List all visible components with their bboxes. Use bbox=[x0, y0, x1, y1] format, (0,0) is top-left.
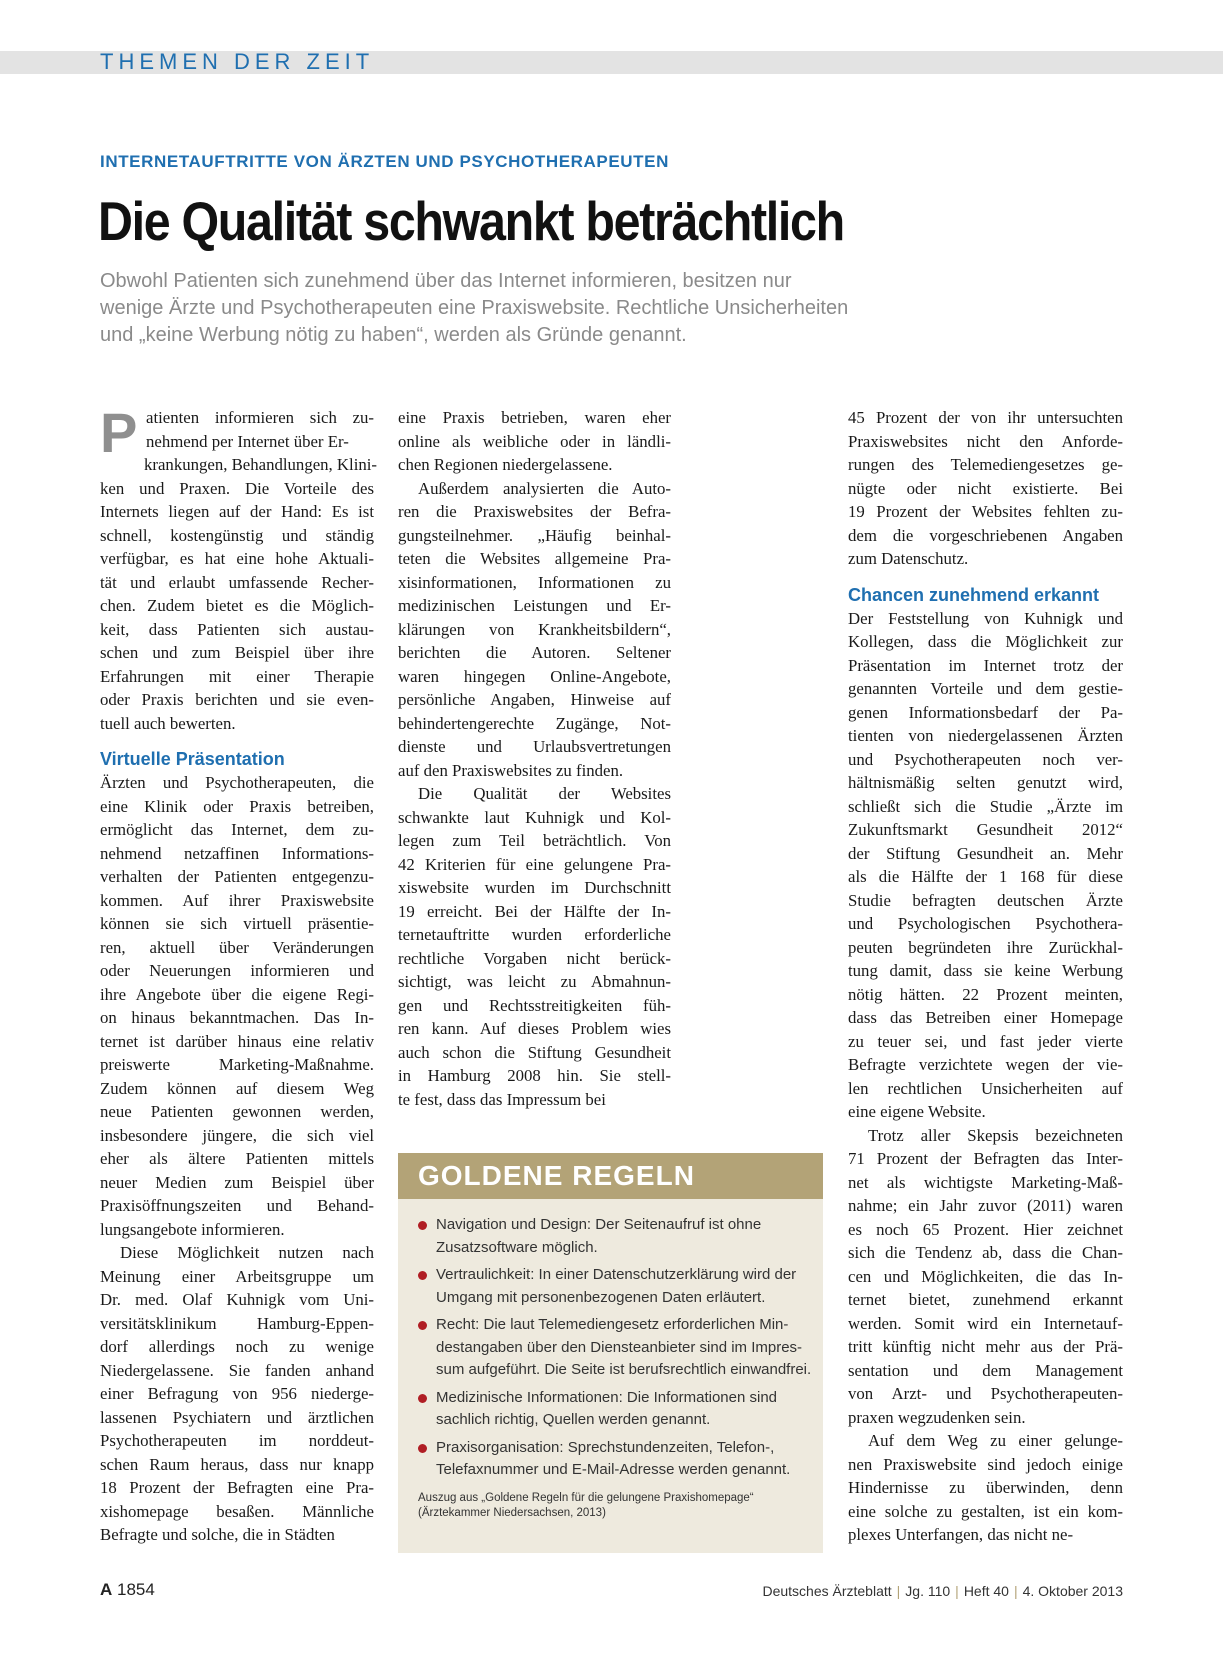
box-source-line: Auszug aus „Goldene Regeln für die gelungene Praxishomepage“ bbox=[418, 1491, 754, 1504]
text-line: on hinaus bekanntmachen. Das In- bbox=[100, 1008, 374, 1027]
text-line: net als wichtigste Marketing-Maß- bbox=[848, 1172, 1123, 1192]
intro-paragraph bbox=[100, 401, 378, 735]
text-line: eine eigene Website. bbox=[848, 1102, 986, 1121]
text-line: Dr. med. Olaf Kuhnigk vom Uni- bbox=[100, 1290, 374, 1309]
text-line: xisinformationen, Informationen zu bbox=[398, 572, 671, 592]
text-line: ternet bietet, zunehmend erkannt bbox=[848, 1290, 1123, 1309]
publication-name: Deutsches Ärzteblatt bbox=[762, 1583, 892, 1599]
text-line: tienten von niedergelassenen Ärzten bbox=[848, 726, 1123, 745]
text-line: Meinung einer Arbeitsgruppe um bbox=[100, 1266, 374, 1286]
text-line: Internets liegen auf der Hand: Es ist bbox=[100, 502, 374, 521]
text-line: eine Klinik oder Praxis betreiben, bbox=[100, 796, 374, 816]
text-column-1 bbox=[100, 401, 378, 1547]
rule-line: Telefaxnummer und E-Mail-Adresse werden genannt. bbox=[436, 1461, 791, 1478]
text-line: schen Raum heraus, dass nur knapp bbox=[100, 1454, 374, 1474]
text-line: Psychotherapeuten im norddeut- bbox=[100, 1431, 374, 1450]
rule-item bbox=[418, 1264, 811, 1309]
text-line: Befragte und solche, die in Städten bbox=[100, 1525, 335, 1544]
rule-item bbox=[418, 1314, 811, 1382]
text-line: chen. Zudem bietet es die Möglich- bbox=[100, 596, 374, 615]
text-line: ren, aktuell über Veränderungen bbox=[100, 937, 374, 957]
text-line: auf den Praxiswebsites zu finden. bbox=[398, 760, 624, 780]
text-line: Hindernisse zu überwinden, denn bbox=[848, 1478, 1123, 1497]
text-line: dem die vorgeschriebenen Angaben bbox=[848, 525, 1123, 545]
rule-item bbox=[418, 1437, 811, 1482]
text-line: Niedergelassene. Sie fanden anhand bbox=[100, 1360, 374, 1380]
text-line: rechtliche Vorgaben nicht berück- bbox=[398, 948, 671, 968]
box-header bbox=[398, 1153, 823, 1199]
text-line: eine Praxis betrieben, waren eher bbox=[398, 408, 671, 427]
separator: | bbox=[1013, 1583, 1018, 1599]
text-line: nötig hätten. 22 Prozent meinten, bbox=[848, 984, 1123, 1004]
text-line: waren hingegen Online-Angebote, bbox=[398, 666, 671, 686]
text-line: schwankte laut Kuhnigk und Kol- bbox=[398, 807, 671, 827]
text-line: Präsentation im Internet trotz der bbox=[848, 655, 1123, 675]
box-title: GOLDENE REGELN bbox=[418, 1160, 695, 1191]
bullet-icon bbox=[418, 1221, 427, 1230]
text-line: von Arzt- und Psychotherapeuten- bbox=[848, 1384, 1123, 1403]
text-line: lungsangebote informieren. bbox=[100, 1219, 285, 1239]
text-line: 71 Prozent der Befragten das Inter- bbox=[848, 1149, 1123, 1168]
subheading-chancen-zunehmend-erkannt: Chancen zunehmend erkannt bbox=[848, 584, 1100, 605]
paragraph bbox=[398, 782, 671, 1111]
text-line: persönliche Angaben, Hinweise auf bbox=[398, 690, 671, 709]
text-line: Ärzten und Psychotherapeuten, die bbox=[100, 773, 374, 792]
text-line: klärungen von Krankheitsbildern“, bbox=[398, 619, 671, 639]
text-line: Auf dem Weg zu einer gelunge- bbox=[868, 1431, 1123, 1450]
text-line: sentation und dem Management bbox=[848, 1360, 1123, 1380]
text-line: können sie sich virtuell präsentie- bbox=[100, 914, 374, 933]
text-line: Erfahrungen mit einer Therapie bbox=[100, 666, 374, 686]
text-line: Zudem können auf diesem Weg bbox=[100, 1078, 374, 1098]
text-line: peuten begründeten ihre Zurückhal- bbox=[848, 937, 1123, 957]
issue: Heft 40 bbox=[963, 1583, 1009, 1599]
text-line: nahme; ein Jahr zuvor (2011) waren bbox=[848, 1196, 1123, 1215]
text-line: nügte oder nicht existierte. Bei bbox=[848, 478, 1123, 498]
text-line: ren die Praxiswebsites der Befra- bbox=[398, 502, 671, 521]
text-line: schnell, kostengünstig und ständig bbox=[100, 525, 374, 545]
text-line: nehmend per Internet über Er- bbox=[146, 431, 349, 451]
bullet-icon bbox=[418, 1271, 427, 1280]
text-line: oder Praxis berichten und sie even- bbox=[100, 690, 374, 709]
text-line: eine solche zu gestalten, ist ein kom- bbox=[848, 1501, 1123, 1521]
text-line: len rechtlichen Unsicherheiten auf bbox=[848, 1078, 1123, 1098]
deck-line: und „keine Werbung nötig zu haben“, werden als Gründe genannt. bbox=[100, 324, 687, 346]
text-line: ren kann. Auf dieses Problem wies bbox=[398, 1019, 671, 1038]
rule-item bbox=[418, 1387, 811, 1432]
box-source bbox=[398, 1487, 823, 1521]
rule-line: destangaben über den Diensteanbieter sind im Impres- bbox=[436, 1338, 803, 1356]
text-line: es noch 65 Prozent. Hier zeichnet bbox=[848, 1219, 1123, 1239]
text-line: als die Hälfte der 1 168 für diese bbox=[848, 867, 1123, 886]
text-line: medizinischen Leistungen und Er- bbox=[398, 596, 671, 615]
date: 4. Oktober 2013 bbox=[1022, 1583, 1123, 1599]
rule-item bbox=[418, 1214, 811, 1259]
text-line: Trotz aller Skepsis bezeichneten bbox=[868, 1125, 1123, 1145]
text-line: Befragte verzichtete wegen der vie- bbox=[848, 1055, 1123, 1074]
bullet-icon bbox=[418, 1321, 427, 1330]
text-line: 19 erreicht. Bei der Hälfte der In- bbox=[398, 901, 671, 921]
text-line: schließt sich die Studie „Ärzte im bbox=[848, 796, 1123, 816]
text-line: eher als ältere Patienten mittels bbox=[100, 1149, 374, 1168]
rule-line: Praxisorganisation: Sprechstundenzeiten, Telefon-, bbox=[436, 1438, 775, 1456]
text-line: teten die Websites allgemeine Pra- bbox=[398, 549, 671, 568]
article-kicker: INTERNETAUFTRITTE VON ÄRZTEN UND PSYCHOTHERAPEUTEN bbox=[100, 152, 669, 171]
text-line: xishomepage besaßen. Männliche bbox=[100, 1501, 374, 1521]
text-line: 45 Prozent der von ihr untersuchten bbox=[848, 408, 1123, 427]
text-line: sichtigt, was leicht zu Abmahnun- bbox=[398, 972, 671, 991]
article-deck bbox=[100, 268, 980, 349]
text-line: xiswebsite wurden im Durchschnitt bbox=[398, 878, 671, 897]
text-line: gen und Rechtsstreitigkeiten füh- bbox=[398, 995, 671, 1015]
text-line: Praxisöffnungszeiten und Behand- bbox=[100, 1196, 374, 1215]
rule-line: Navigation und Design: Der Seitenaufruf ist ohne bbox=[436, 1216, 762, 1233]
text-line: ermöglicht das Internet, dem zu- bbox=[100, 820, 374, 839]
rule-line: Medizinische Informationen: Die Informationen sind bbox=[436, 1388, 778, 1406]
text-line: keit, dass Patienten sich austau- bbox=[100, 619, 374, 639]
rule-line: Vertraulichkeit: In einer Datenschutzerklärung wird der bbox=[436, 1266, 797, 1283]
text-line: zum Datenschutz. bbox=[848, 549, 969, 568]
text-line: versitätsklinikum Hamburg-Eppen- bbox=[100, 1313, 374, 1333]
paragraph bbox=[398, 477, 671, 783]
text-line: online als weibliche oder in ländli- bbox=[398, 431, 671, 451]
box-rule-list bbox=[398, 1199, 823, 1482]
text-line: und Psychologischen Psychothera- bbox=[848, 914, 1123, 933]
text-line: ihre Angebote über die eigene Regi- bbox=[100, 984, 374, 1004]
text-line: gungsteilnehmer. „Häufig beinhal- bbox=[398, 525, 671, 545]
volume: Jg. 110 bbox=[905, 1583, 951, 1599]
text-line: preiswerte Marketing-Maßnahme. bbox=[100, 1055, 374, 1074]
text-line: te fest, dass das Impressum bei bbox=[398, 1089, 606, 1109]
paragraph bbox=[848, 1429, 1123, 1547]
text-line: 42 Kriterien für eine gelungene Pra- bbox=[398, 854, 671, 874]
text-line: kommen. Auf ihrer Praxiswebsite bbox=[100, 890, 374, 910]
text-line: insbesondere jüngere, die sich viel bbox=[100, 1125, 374, 1145]
text-line: in Hamburg 2008 hin. Sie stell- bbox=[398, 1066, 671, 1085]
paragraph bbox=[848, 607, 1123, 1124]
text-line: Studie befragten deutschen Ärzte bbox=[848, 890, 1123, 910]
edition-letter: A bbox=[100, 1580, 113, 1599]
box-source-line: (Ärztekammer Niedersachsen, 2013) bbox=[418, 1506, 606, 1519]
article-headline: Die Qualität schwankt beträchtlich bbox=[98, 190, 844, 252]
text-line: neuer Medien zum Beispiel über bbox=[100, 1172, 374, 1192]
page-number-value: 1854 bbox=[117, 1580, 155, 1599]
text-line: sich die Tendenz ab, dass die Chan- bbox=[848, 1243, 1123, 1262]
text-line: nehmend netzaffinen Informations- bbox=[100, 843, 374, 863]
text-line: chen Regionen niedergelassene. bbox=[398, 455, 613, 474]
text-line: ternet ist darüber hinaus eine relativ bbox=[100, 1031, 374, 1051]
text-line: Praxiswebsites nicht den Anforde- bbox=[848, 431, 1123, 451]
rule-line: sum aufgeführt. Die Seite ist berufsrechtlich einwandfrei. bbox=[436, 1361, 812, 1378]
text-line: tuell auch bewerten. bbox=[100, 713, 236, 733]
text-line: cen und Möglichkeiten, die das In- bbox=[848, 1266, 1123, 1286]
text-line: auch schon die Stiftung Gesundheit bbox=[398, 1042, 671, 1062]
text-line: behindertengerechte Zugänge, Not- bbox=[398, 713, 671, 733]
text-line: genannten Vorteile und dem gestie- bbox=[848, 679, 1123, 698]
separator: | bbox=[896, 1583, 901, 1599]
paragraph bbox=[100, 771, 374, 1241]
rule-line: sachlich richtig, Quellen werden genannt. bbox=[436, 1411, 711, 1428]
text-line: dass das Betreiben einer Homepage bbox=[848, 1008, 1123, 1027]
separator: | bbox=[955, 1583, 959, 1599]
deck-line: Obwohl Patienten sich zunehmend über das Internet informieren, besitzen nur bbox=[100, 270, 792, 292]
text-line: krankungen, Behandlungen, Klini- bbox=[144, 455, 378, 474]
text-line: nen Praxiswebsite sind jedoch einige bbox=[848, 1454, 1123, 1474]
text-line: berichten die Autoren. Seltener bbox=[398, 643, 671, 662]
publication-info bbox=[762, 1583, 1123, 1599]
text-line: Außerdem analysierten die Auto- bbox=[418, 478, 671, 498]
text-line: tät und erlaubt umfassende Recher- bbox=[100, 572, 374, 592]
text-line: neue Patienten gewonnen werden, bbox=[100, 1102, 374, 1121]
text-line: tritt künftig nicht mehr aus der Prä- bbox=[848, 1337, 1123, 1356]
text-line: praxen wegzudenken sein. bbox=[848, 1407, 1026, 1427]
section-label: THEMEN DER ZEIT bbox=[100, 49, 375, 74]
text-line: genen Informationsbedarf der Pa- bbox=[848, 702, 1123, 722]
rule-line: Recht: Die laut Telemediengesetz erforderlichen Min- bbox=[436, 1316, 789, 1333]
text-column-3 bbox=[848, 406, 1123, 1547]
text-line: 19 Prozent der Websites fehlten zu- bbox=[848, 502, 1123, 521]
text-line: Kollegen, dass die Möglichkeit zur bbox=[848, 632, 1123, 651]
paragraph bbox=[100, 1241, 374, 1547]
text-line: Die Qualität der Websites bbox=[418, 784, 671, 803]
text-line: hältnismäßig selten genutzt wird, bbox=[848, 773, 1123, 792]
bullet-icon bbox=[418, 1444, 427, 1453]
dropcap: P bbox=[100, 401, 138, 464]
text-line: schen und zum Beispiel über ihre bbox=[100, 643, 374, 662]
text-line: verhalten der Patienten entgegenzu- bbox=[100, 867, 374, 886]
text-line: 18 Prozent der Befragten eine Pra- bbox=[100, 1478, 374, 1497]
text-line: dienste und Urlaubsvertretungen bbox=[398, 737, 671, 756]
text-line: tung damit, dass sie keine Werbung bbox=[848, 961, 1123, 980]
text-line: verfügbar, es hat eine hohe Aktuali- bbox=[100, 549, 374, 568]
text-line: Der Feststellung von Kuhnigk und bbox=[848, 608, 1123, 628]
text-line: plexes Unterfangen, das nicht ne- bbox=[848, 1525, 1074, 1544]
text-line: Zukunftsmarkt Gesundheit 2012“ bbox=[848, 820, 1123, 839]
text-line: atienten informieren sich zu- bbox=[146, 408, 374, 427]
text-column-2 bbox=[398, 406, 671, 1111]
text-line: ken und Praxen. Die Vorteile des bbox=[100, 478, 374, 498]
page-number bbox=[100, 1580, 155, 1600]
bullet-icon bbox=[418, 1394, 427, 1403]
text-line: werden. Somit wird ein Internetauf- bbox=[848, 1313, 1123, 1333]
text-line: einer Befragung von 956 niederge- bbox=[100, 1384, 374, 1403]
text-line: Diese Möglichkeit nutzen nach bbox=[120, 1243, 374, 1262]
paragraph bbox=[398, 406, 671, 477]
rule-line: Zusatzsoftware möglich. bbox=[436, 1238, 598, 1256]
text-line: rungen des Telemediengesetzes ge- bbox=[848, 455, 1123, 474]
text-line: oder Neuerungen informieren und bbox=[100, 961, 374, 980]
text-line: ternetauftritte wurden erforderliche bbox=[398, 925, 671, 944]
text-line: der Stiftung Gesundheit an. Mehr bbox=[848, 843, 1123, 863]
goldene-regeln-box bbox=[398, 1153, 823, 1553]
text-line: dorf allerdings noch zu wenige bbox=[100, 1337, 374, 1356]
text-line: zu teuer sei, und fast jeder vierte bbox=[848, 1031, 1123, 1051]
deck-line: wenige Ärzte und Psychotherapeuten eine Praxiswebsite. Rechtliche Unsicherheiten bbox=[100, 297, 849, 319]
text-line: legen zum Teil beträchtlich. Von bbox=[398, 831, 671, 850]
text-line: und Psychotherapeuten noch ver- bbox=[848, 749, 1123, 769]
text-line: lassenen Psychiatern und ärztlichen bbox=[100, 1407, 374, 1427]
rule-line: Umgang mit personenbezogenen Daten erläutert. bbox=[436, 1288, 766, 1306]
subheading-virtuelle-praesentation: Virtuelle Präsentation bbox=[100, 749, 285, 769]
paragraph bbox=[848, 1124, 1123, 1430]
paragraph bbox=[848, 406, 1123, 571]
